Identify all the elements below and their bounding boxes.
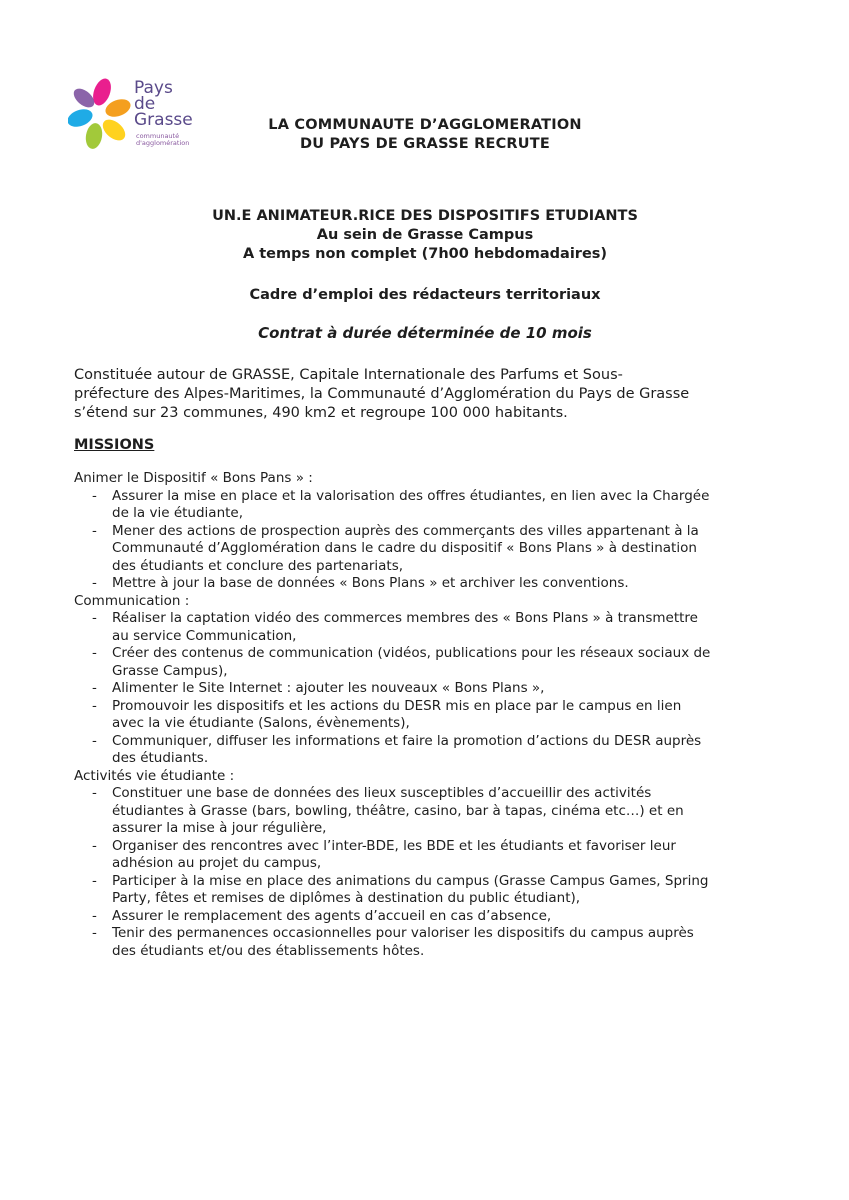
list-item-line: Constituer une base de données des lieux susceptibles d’accueillir des activités <box>112 785 652 801</box>
list-item <box>74 925 794 960</box>
missions-body <box>74 470 794 960</box>
list-item <box>74 610 794 645</box>
list-item <box>74 698 794 733</box>
bullet-dash: - <box>92 732 97 749</box>
job-location: Au sein de Grasse Campus <box>316 227 534 243</box>
list-item-line: de la vie étudiante, <box>112 505 244 521</box>
list-item-line: Créer des contenus de communication (vidéos, publications pour les réseaux sociaux de <box>112 645 711 661</box>
list-item-line: assurer la mise à jour régulière, <box>112 820 327 836</box>
list-item-line: étudiantes à Grasse (bars, bowling, théâtre, casino, bar à tapas, cinéma etc…) et en <box>112 802 684 819</box>
list-item <box>74 908 794 926</box>
logo-wordmark <box>134 80 193 128</box>
job-title: UN.E ANIMATEUR.RICE DES DISPOSITIFS ETUDIANTS <box>212 208 638 224</box>
section-animer-list <box>74 488 794 593</box>
section-activites-list <box>74 785 794 960</box>
header-line-2: DU PAYS DE GRASSE RECRUTE <box>300 136 550 152</box>
list-item <box>74 488 794 523</box>
list-item-line: Assurer la mise en place et la valorisation des offres étudiantes, en lien avec la Chargée <box>112 487 710 504</box>
list-item <box>74 645 794 680</box>
intro-paragraph <box>74 366 774 423</box>
bullet-dash: - <box>92 837 97 854</box>
list-item-line: avec la vie étudiante (Salons, évènements), <box>112 715 410 731</box>
list-item <box>74 575 794 593</box>
logo-line-2: de <box>134 94 156 114</box>
section-communication-list <box>74 610 794 768</box>
intro-line-3: s’étend sur 23 communes, 490 km2 et regroupe 100 000 habitants. <box>74 405 568 421</box>
list-item <box>74 785 794 838</box>
list-item <box>74 838 794 873</box>
bullet-dash: - <box>92 785 97 801</box>
flower-logo-icon <box>68 78 132 150</box>
list-item <box>74 733 794 768</box>
list-item-line: des étudiants. <box>112 750 209 766</box>
contract-type: Contrat à durée déterminée de 10 mois <box>258 324 592 342</box>
list-item-line: Tenir des permanences occasionnelles pour valoriser les dispositifs du campus auprès <box>112 925 694 941</box>
list-item-line: Mener des actions de prospection auprès des commerçants des villes appartenant à la <box>112 522 699 539</box>
list-item <box>74 680 794 698</box>
bullet-dash: - <box>92 575 97 591</box>
list-item-line: Mettre à jour la base de données « Bons Plans » et archiver les conventions. <box>112 575 629 591</box>
list-item-line: Grasse Campus), <box>112 662 228 679</box>
intro-line-1: Constituée autour de GRASSE, Capitale Internationale des Parfums et Sous- <box>74 367 623 383</box>
bullet-dash: - <box>92 487 97 504</box>
bullet-dash: - <box>92 925 97 941</box>
list-item-line: des étudiants et conclure des partenariats, <box>112 557 404 574</box>
list-item-line: Communauté d’Agglomération dans le cadre du dispositif « Bons Plans » à destination <box>112 540 697 556</box>
pays-de-grasse-logo <box>68 78 218 158</box>
bullet-dash: - <box>92 907 97 924</box>
logo-sub-line-2: d'agglomération <box>136 139 190 147</box>
list-item-line: Participer à la mise en place des animations du campus (Grasse Campus Games, Spring <box>112 872 709 889</box>
logo-line-3: Grasse <box>134 110 193 130</box>
recruiter-header <box>210 116 640 154</box>
list-item-line: des étudiants et/ou des établissements hôtes. <box>112 942 425 959</box>
logo-line-1: Pays <box>134 78 173 98</box>
bullet-dash: - <box>92 697 97 714</box>
list-item-line: Communiquer, diffuser les informations et faire la promotion d’actions du DESR auprès <box>112 732 702 749</box>
list-item-line: Assurer le remplacement des agents d’accueil en cas d’absence, <box>112 907 552 924</box>
intro-line-2: préfecture des Alpes-Maritimes, la Communauté d’Agglomération du Pays de Grasse <box>74 386 690 402</box>
bullet-dash: - <box>92 610 97 626</box>
list-item-line: Réaliser la captation vidéo des commerces membres des « Bons Plans » à transmettre <box>112 610 698 626</box>
section-animer-label: Animer le Dispositif « Bons Pans » : <box>74 470 313 486</box>
missions-heading: MISSIONS <box>74 437 155 453</box>
cadre-emploi: Cadre d’emploi des rédacteurs territoriaux <box>249 287 601 303</box>
bullet-dash: - <box>92 645 97 661</box>
list-item-line: Organiser des rencontres avec l’inter-BDE, les BDE et les étudiants et favoriser leur <box>112 837 676 854</box>
section-activites-label: Activités vie étudiante : <box>74 767 235 784</box>
bullet-dash: - <box>92 522 97 539</box>
list-item-line: Alimenter le Site Internet : ajouter les nouveaux « Bons Plans », <box>112 680 545 696</box>
bullet-dash: - <box>92 872 97 889</box>
logo-subtitle <box>136 133 189 147</box>
header-line-1: LA COMMUNAUTE D’AGGLOMERATION <box>268 117 582 133</box>
list-item <box>74 873 794 908</box>
list-item-line: adhésion au projet du campus, <box>112 855 322 871</box>
list-item-line: Promouvoir les dispositifs et les actions du DESR mis en place par le campus en lien <box>112 697 682 714</box>
bullet-dash: - <box>92 680 97 696</box>
list-item-line: Party, fêtes et remises de diplômes à destination du public étudiant), <box>112 890 581 906</box>
list-item-line: au service Communication, <box>112 627 297 644</box>
section-communication-label: Communication : <box>74 592 190 609</box>
list-item <box>74 523 794 576</box>
job-hours: A temps non complet (7h00 hebdomadaires) <box>242 246 608 262</box>
logo-sub-line-1: communauté <box>136 132 180 140</box>
job-title-block <box>150 207 700 264</box>
